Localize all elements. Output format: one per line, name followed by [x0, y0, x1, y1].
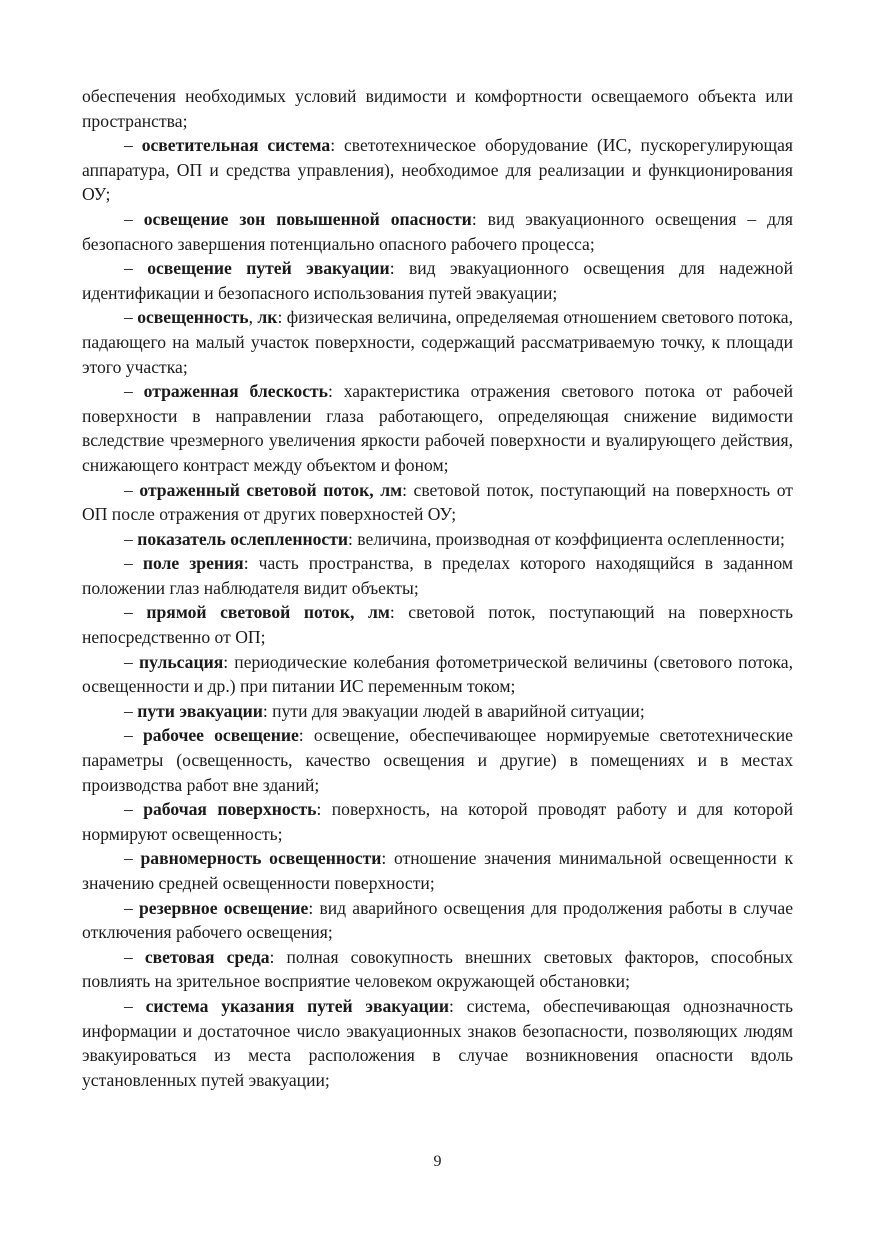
entry-definition: : величина, производная от коэффициента ослепленности;: [348, 528, 785, 549]
entry-term: прямой световой поток, лм: [146, 602, 390, 623]
definition-entry: [82, 699, 793, 724]
entry-dash: –: [124, 651, 139, 672]
definition-entry: [82, 478, 793, 527]
entry-definition: : поверхность, на которой проводят работу и для которой нормируют освещенность;: [82, 799, 793, 844]
entry-definition: : светотехническое оборудование (ИС, пускорегулирующая аппаратура, ОП и средства управления), необходимое для реализации и функционирования ОУ;: [82, 135, 793, 205]
entry-unit: лк: [257, 307, 278, 328]
page-number: 9: [433, 1153, 442, 1170]
entry-definition: : световой поток, поступающий на поверхность от ОП после отражения от других поверхностей ОУ;: [82, 479, 793, 525]
entry-term: система указания путей эвакуации: [145, 995, 449, 1016]
entry-dash: –: [124, 208, 144, 229]
entry-definition: : освещение, обеспечивающее нормируемые светотехнические параметры (освещенность, качество освещения и другие) в помещениях и в местах производства работ вне зданий;: [82, 725, 793, 795]
definition-entry: [82, 945, 793, 994]
definition-entry: [82, 133, 793, 207]
definition-entry: [82, 207, 793, 256]
definition-entry: [82, 600, 793, 649]
definition-entry: [82, 846, 793, 895]
definition-entry: [82, 797, 793, 846]
definition-entry: [82, 994, 793, 1092]
entry-definition: : полная совокупность внешних световых факторов, способных повлиять на зрительное восприятие человеком окружающей обстановки;: [82, 946, 793, 992]
definition-entry: [82, 896, 793, 945]
entry-separator: ,: [248, 307, 258, 328]
entry-dash: –: [124, 946, 145, 967]
entry-definition: : вид аварийного освещения для продолжения работы в случае отключения рабочего освещения;: [82, 897, 793, 943]
entry-dash: –: [124, 602, 147, 623]
definition-entry: [82, 379, 793, 477]
entry-definition: : световой поток, поступающий на поверхность непосредственно от ОП;: [82, 602, 793, 648]
entry-term: освещение зон повышенной опасности: [143, 208, 472, 229]
entry-term: поле зрения: [142, 553, 244, 574]
definition-entry: [82, 551, 793, 600]
entry-dash: –: [124, 528, 138, 549]
entry-term: рабочее освещение: [142, 725, 299, 746]
entry-term: показатель ослепленности: [137, 528, 349, 549]
entry-definition: : вид эвакуационного освещения для надежной идентификации и безопасного использования путей эвакуации;: [82, 258, 794, 303]
entry-term: освещение путей эвакуации: [147, 258, 390, 279]
entry-dash: –: [124, 381, 144, 402]
definition-entry: [82, 256, 793, 305]
entry-dash: –: [124, 307, 138, 328]
entry-dash: –: [124, 725, 143, 746]
entry-term: пульсация: [138, 651, 224, 672]
entry-dash: –: [124, 135, 142, 156]
entry-term: резервное освещение: [139, 897, 309, 918]
entry-definition: : система, обеспечивающая однозначность информации и достаточное число эвакуационных знаков безопасности, позволяющих людям эвакуироваться из места расположения в случае возникновения опасности вдоль установленных путей эвакуации;: [82, 995, 793, 1090]
entry-term: пути эвакуации: [137, 700, 263, 721]
entry-term: световая среда: [144, 946, 270, 967]
entry-dash: –: [124, 700, 138, 721]
entry-dash: –: [124, 479, 140, 500]
entry-dash: –: [124, 897, 139, 918]
entry-term: рабочая поверхность: [143, 799, 317, 820]
definition-entry: [82, 723, 793, 797]
entry-dash: –: [124, 995, 146, 1016]
opening-paragraph: обеспечения необходимых условий видимости и комфортности освещаемого объекта или пространства;: [82, 86, 793, 131]
entry-definition: : вид эвакуационного освещения – для безопасного завершения потенциально опасного рабочего процесса;: [82, 208, 793, 254]
entry-definition: : часть пространства, в пределах которого находящийся в заданном положении глаз наблюдателя видит объекты;: [82, 553, 793, 598]
entry-dash: –: [124, 799, 144, 820]
entry-dash: –: [124, 553, 143, 574]
definition-entry: [82, 527, 793, 552]
entry-definition: : периодические колебания фотометрической величины (светового потока, освещенности и др.) при питании ИС переменным током;: [82, 651, 793, 697]
entry-term: отраженная блескость: [143, 381, 328, 402]
definition-entry: [82, 305, 793, 379]
entry-dash: –: [124, 848, 141, 869]
entry-term: освещенность: [137, 307, 249, 328]
definitions-text: [82, 84, 793, 1092]
entry-term: равномерность освещенности: [140, 848, 382, 869]
entry-term: осветительная система: [141, 135, 331, 156]
entry-definition: : пути для эвакуации людей в аварийной ситуации;: [262, 700, 645, 721]
entry-definition: : отношение значения минимальной освещенности к значению средней освещенности поверхности;: [82, 848, 793, 893]
entry-definition: : физическая величина, определяемая отношением светового потока, падающего на малый участок поверхности, содержащий рассматриваемую точку, к площади этого участка;: [82, 307, 793, 377]
entry-dash: –: [124, 258, 148, 279]
definition-entry: [82, 650, 793, 699]
entry-term: отраженный световой поток, лм: [139, 479, 403, 500]
entry-definition: : характеристика отражения светового потока от рабочей поверхности в направлении глаза работающего, определяющая снижение видимости вследствие чрезмерного увеличения яркости рабочей поверхности и вуалирующего действия, снижающего контраст между объектом и фоном;: [82, 381, 793, 475]
